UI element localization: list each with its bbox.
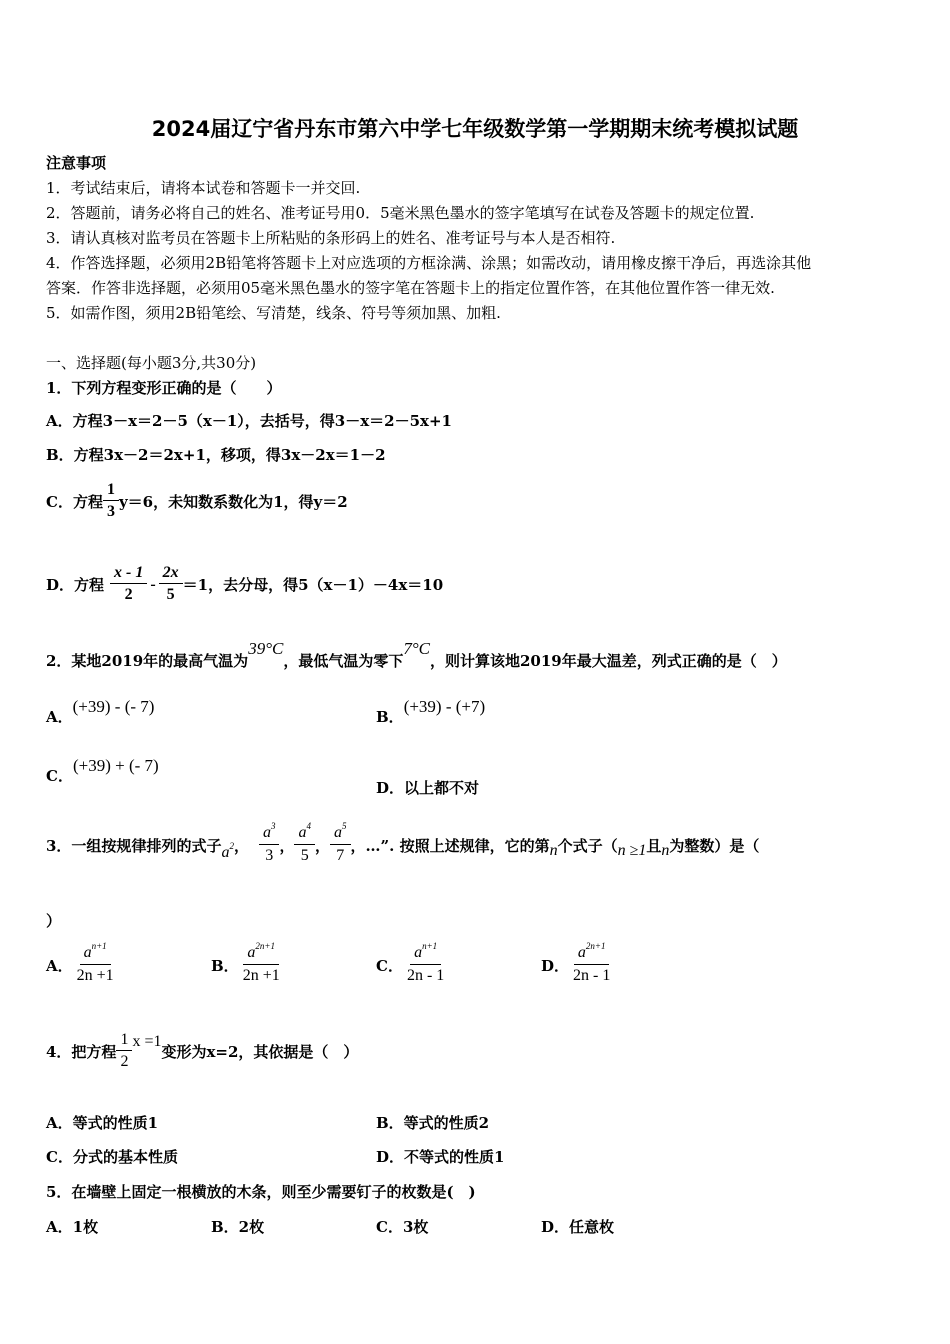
question-4-stem: 4．把方程 $\frac{1}{2}$ x =1 变形为x=2，其依据是（ ） (46, 1030, 358, 1073)
question-3-option-a: A． $\frac{a^{n+1}}{2n +1}$ (46, 943, 118, 987)
question-5-option-d: D．任意枚 (541, 1218, 615, 1236)
fraction: $\frac{a^{n+1}}{2n - 1}$ (406, 941, 445, 984)
notice-item: 2．答题前，请务必将自己的姓名、准考证号用0．5毫米黑色墨水的签字笔填写在试卷及答题卡的规定位置. (46, 204, 755, 222)
question-2-option-b: B． (+39) - (+7) (376, 697, 486, 726)
fraction: $\frac{a^3}{3}$ (259, 823, 280, 867)
fraction: $\frac{2x}{5}$ (159, 563, 183, 606)
fraction: $\frac{a^5}{7}$ (330, 823, 351, 867)
question-3-option-d: D． $\frac{a^{2n+1}}{2n - 1}$ (541, 943, 614, 987)
question-5-option-a: A．1枚 (46, 1218, 99, 1236)
question-1-option-d: D．方程 $\frac{x - 1}{2}$ - $\frac{2x}{5}$ ＝1，去分母，得5（x－1）－4x＝10 (46, 563, 443, 606)
question-3-option-b: B． $\frac{a^{2n+1}}{2n +1}$ (211, 943, 284, 987)
question-4-option-b: B．等式的性质2 (376, 1114, 490, 1132)
question-4-option-c: C．分式的基本性质 (46, 1148, 178, 1166)
fraction: $\frac{a^{2n+1}}{2n - 1}$ (573, 941, 611, 984)
fraction: $\frac{1}{3}$ (103, 480, 119, 523)
question-5-option-c: C．3枚 (376, 1218, 429, 1236)
question-3-close: ） (46, 912, 62, 930)
question-1-option-a: A．方程3－x＝2－5（x－1），去括号，得3－x＝2－5x+1 (46, 412, 452, 430)
question-5-stem: 5．在墙壁上固定一根横放的木条，则至少需要钉子的枚数是( ) (46, 1183, 476, 1201)
question-2-option-c: C． (+39) + (- 7) (46, 756, 159, 785)
question-2-option-a: A． (+39) - (- 7) (46, 697, 155, 726)
fraction: $\frac{a^{2n+1}}{2n +1}$ (242, 941, 280, 984)
question-4-option-d: D．不等式的性质1 (376, 1148, 505, 1166)
notice-item: 答案．作答非选择题，必须用05毫米黑色墨水的签字笔在答题卡上的指定位置作答，在其他位置作答一律无效. (46, 279, 775, 297)
question-1-option-c: C．方程 $\frac{1}{3}$ y＝6，未知数系数化为1，得y＝2 (46, 480, 348, 523)
question-3-option-c: C． $\frac{a^{n+1}}{2n - 1}$ (376, 943, 448, 987)
notice-item: 3．请认真核对监考员在答题卡上所粘贴的条形码上的姓名、准考证号与本人是否相符. (46, 229, 616, 247)
page-title: 2024届辽宁省丹东市第六中学七年级数学第一学期期末统考模拟试题 (151, 117, 799, 141)
question-2-option-d: D．以上都不对 (376, 779, 480, 797)
fraction: $\frac{1}{2}$ (116, 1030, 132, 1073)
section-heading: 一、选择题(每小题3分,共30分) (46, 354, 257, 372)
question-1-stem: 1．下列方程变形正确的是（ ） (46, 379, 282, 397)
notice-item: 4．作答选择题，必须用2B铅笔将答题卡上对应选项的方框涂满、涂黑；如需改动，请用橡皮擦干净后，再选涂其他 (46, 254, 812, 272)
notice-heading: 注意事项 (46, 154, 107, 172)
fraction: $\frac{a^{n+1}}{2n +1}$ (76, 941, 114, 984)
question-5-option-b: B．2枚 (211, 1218, 265, 1236)
fraction: $\frac{a^4}{5}$ (294, 823, 315, 867)
notice-item: 5．如需作图，须用2B铅笔绘、写清楚，线条、符号等须加黑、加粗. (46, 304, 501, 322)
question-3-stem: 3．一组按规律排列的式子 $a^2$ ， $\frac{a^3}{3}$ ， $\frac{a^4}{5}$ ， $\frac{a^5}{7}$ ，…”. 按照上述规律，它的第 n 个式子（ n ≥1 且 n 为整数）是（ (46, 823, 759, 867)
fraction: $\frac{x - 1}{2}$ (110, 563, 147, 606)
question-2-stem: 2．某地2019年的最高气温为 39°C ，最低气温为零下 7°C ，则计算该地2019年最大温差，列式正确的是（ ） (46, 639, 787, 670)
question-1-option-b: B．方程3x－2＝2x+1，移项，得3x－2x＝1－2 (46, 446, 386, 464)
notice-item: 1．考试结束后，请将本试卷和答题卡一并交回. (46, 179, 361, 197)
question-4-option-a: A．等式的性质1 (46, 1114, 159, 1132)
